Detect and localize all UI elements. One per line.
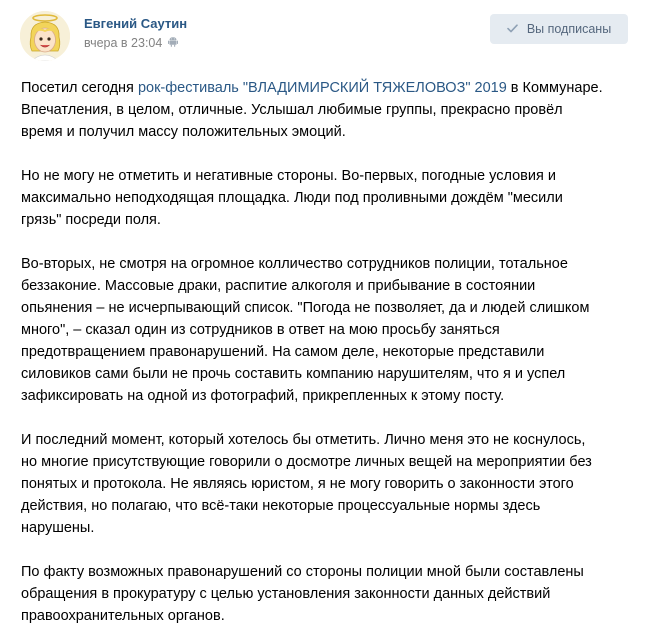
post-timestamp[interactable]: вчера в 23:04 (84, 36, 163, 50)
text-line: но многие присутствующие говорили о досмотре личных вещей на мероприятии без (21, 454, 592, 470)
text-line: предотвращением правонарушений. На самом деле, некоторые представили (21, 344, 545, 360)
text-segment: в Коммунаре. (506, 80, 603, 96)
text-line: Впечатления, в целом, отличные. Услышал любимые группы, прекрасно провёл (21, 102, 563, 118)
text-line: Но не могу не отметить и негативные стороны. Во-первых, погодные условия и (21, 168, 556, 184)
post-paragraph (21, 429, 633, 539)
post-text (21, 77, 633, 627)
text-line: По факту возможных правонарушений со стороны полиции мной были составлены (21, 564, 584, 580)
post-paragraph (21, 253, 633, 407)
text-line: обращения в прокуратуру с целью установления законности данных действий (21, 586, 551, 602)
post-paragraph (21, 165, 633, 231)
text-line: Во-вторых, не смотря на огромное колличество сотрудников полиции, тотальное (21, 256, 568, 272)
text-line: понятых и протокола. Не являясь юристом, я не могу говорить о законности этого (21, 476, 574, 492)
post-paragraph (21, 77, 633, 143)
avatar-cartoon-icon (20, 11, 70, 61)
author-name[interactable]: Евгений Саутин (84, 16, 188, 31)
text-line: действия, но полагаю, что всё-таки некоторые процессуальные нормы здесь (21, 498, 541, 514)
text-line: грязь" посреди поля. (21, 212, 161, 228)
subscribed-button-label: Вы подписаны (526, 22, 612, 36)
festival-link[interactable]: рок-фестиваль "ВЛАДИМИРСКИЙ ТЯЖЕЛОВОЗ" 2019 (137, 80, 507, 96)
text-line: опьянения – не исчерпывающий список. "Погода не позволяет, да и людей слишком (21, 300, 590, 316)
text-line: нарушены. (21, 520, 95, 536)
check-icon (507, 22, 518, 36)
post-paragraph (21, 561, 633, 627)
text-line: беззаконие. Массовые драки, распитие алкоголя и прибывание в состоянии (21, 278, 536, 294)
text-line: максимально неподходящая площадка. Люди под проливными дождём "месили (21, 190, 563, 206)
avatar[interactable] (20, 11, 70, 61)
text-line (21, 77, 633, 99)
android-icon (168, 36, 178, 50)
text-line: правоохранительных органов. (21, 608, 225, 624)
text-line: силовиков сами были не прочь составить компанию нарушителям, что я и успел (21, 366, 566, 382)
text-line: много", – сказал один из сотрудников в ответ на мою просьбу заняться (21, 322, 500, 338)
text-segment: Посетил сегодня (21, 80, 138, 96)
text-line: время и получил массу положительных эмоций. (21, 124, 346, 140)
subscribed-button[interactable] (490, 14, 628, 44)
text-line: И последний момент, который хотелось бы отметить. Лично меня это не коснулось, (21, 432, 586, 448)
text-line: зафиксировать на одной из фотографий, прикрепленных к этому посту. (21, 388, 505, 404)
post-meta (84, 36, 178, 50)
